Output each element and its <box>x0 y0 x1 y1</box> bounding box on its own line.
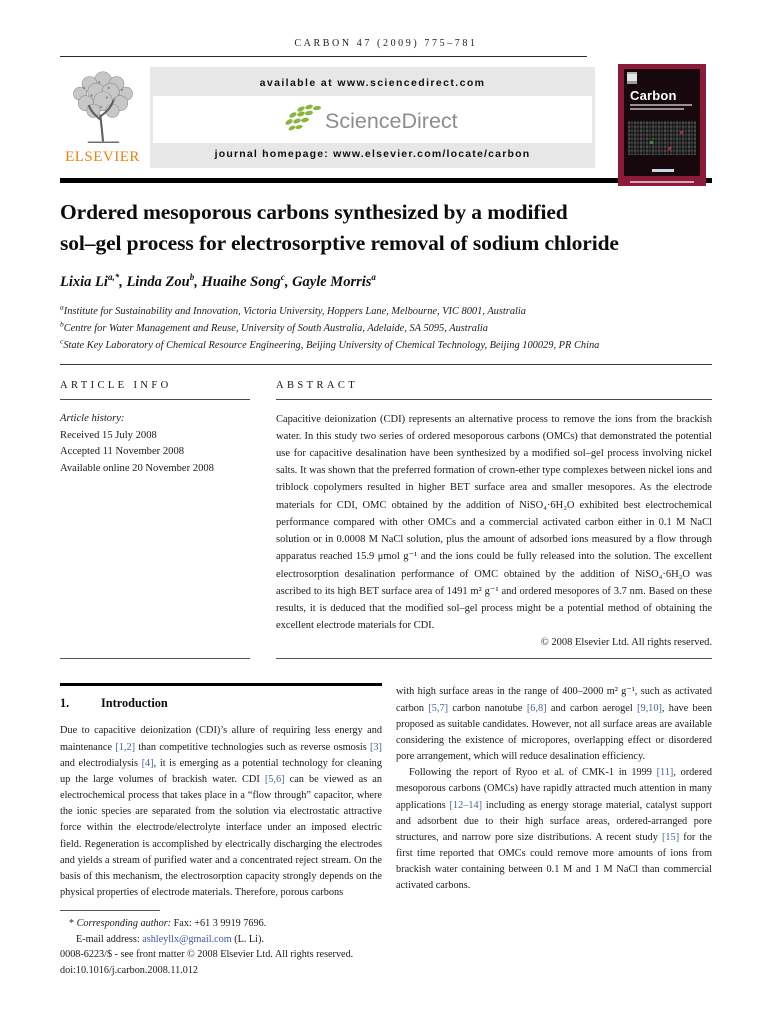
author: Linda Zou$^b$, <box>126 272 202 291</box>
journal-cover-thumbnail <box>618 64 706 186</box>
corresponding-author-note: * Corresponding author: Fax: +61 3 9919 7696. <box>69 918 267 930</box>
abstract-heading: ABSTRACT <box>276 379 359 391</box>
author-sup: a <box>371 272 376 283</box>
divider-section <box>60 683 382 686</box>
author: Huaihe Song$^c$, <box>201 272 293 291</box>
article-info-heading: ARTICLE INFO <box>60 379 172 391</box>
history-received: Received 15 July 2008 <box>60 429 157 441</box>
doi-line: doi:10.1016/j.carbon.2008.11.012 <box>60 964 198 976</box>
abstract-copyright: © 2008 Elsevier Ltd. All rights reserved. <box>540 637 712 649</box>
footnote-star: * <box>69 918 75 930</box>
body-left-column <box>60 683 382 978</box>
citation-link[interactable]: [12–14] <box>449 799 483 811</box>
citation-link[interactable]: [6,8] <box>526 702 547 714</box>
cover-subtitle-bar <box>630 108 684 110</box>
article-info-column <box>60 380 250 660</box>
citation-link[interactable]: [1,2] <box>115 741 136 753</box>
intro-paragraph-left: Due to capacitive deionization (CDI)’s allure of requiring less energy and maintenance [1,2] than competitive technologies such as reverse osmosis [3] and electrodialysis [4], it is emerging as a potential technology for cleaning up the large volumes of brackish water. CDI [5,6] can be viewed as an electrochemical process that takes place in a “flow through” capacitor, where the ionic species are separated from the solution via electrostatic attractive force within the electrode/electrolyte interface under an imposed electric field. Regeneration is accomplished by electrically discharging the electrodes and yields a stream of purified water and a concentrated reject stream. On the basis of this mechanism, the electrosorption capacity strongly depends on the physical properties of electrode materials. Therefore, porous carbons <box>60 725 382 898</box>
elsevier-brand <box>60 67 145 171</box>
journal-reference: CARBON 47 (2009) 775–781 <box>294 38 478 49</box>
body-right-column <box>396 683 712 978</box>
affiliation: $^c$State Key Laboratory of Chemical Resource Engineering, Beijing University of Chemical Technology, Beijing 100029, PR China <box>60 336 600 351</box>
elsevier-tree-logo <box>64 67 142 147</box>
citation-link[interactable]: [3] <box>369 741 382 753</box>
citation-link[interactable]: [4] <box>141 757 154 769</box>
journal-header <box>60 67 712 171</box>
divider-article-info <box>60 399 250 400</box>
author-sup: c <box>280 272 285 283</box>
cover-image-speck <box>680 131 683 134</box>
body-columns <box>60 683 712 978</box>
cover-subtitle-bar <box>630 104 692 106</box>
cover-image-speck <box>650 141 653 144</box>
divider-footnote <box>60 910 160 911</box>
journal-cover-panel <box>624 69 700 176</box>
author-list <box>60 274 712 291</box>
divider-mid <box>60 364 712 365</box>
citation-link[interactable]: [15] <box>661 831 680 843</box>
email-link[interactable]: ashleyllx@gmail.com <box>142 933 232 945</box>
abstract-text: Capacitive deionization (CDI) represents an alternative process to remove the ions from the brackish water. In this study two series of ordered mesoporous carbons (OMCs) that demonstrated the potential use for capacitive desalination have been synthesized by a modified sol–gel process involving nickel salts. It was shown that the preferred formation of crown-ether type complexes between nickel ions and triblock copolymers resulted in higher BET surface area and smaller mesopores. As the electrode materials for CDI, OMC obtained by the addition of NiSO₄·6H₂O exhibited best electrochemical performance compared with other OMCs and a commercial activated carbon either in 0.1 M NaCl solution or in 0.0008 M NaCl solution, plus the amount of adsorbed ions measured by a flow through apparatus reached 15.9 μmol g⁻¹ and the ions could be fully released into the solution. The excellent electrosorption desalination performance of OMC obtained by the addition of NiSO₄·6H₂O was ascribed to its high BET surface area of 1491 m² g⁻¹ and ordered mesopores of 3.7 nm. Based on these results, it is deduced that the modified sol–gel process might be a potential method of obtaining the excellent electrode materials for CDI. <box>276 413 712 632</box>
issn-line: 0008-6223/$ - see front matter © 2008 Elsevier Ltd. All rights reserved. <box>60 949 354 961</box>
intro-paragraph-right1: with high surface areas in the range of 400–2000 m² g⁻¹, such as activated carbon [5,7] carbon nanotube [6,8] and carbon aerogel [9,10], have been proposed as suitable candidates. However, not all surface areas are available considering the existence of micropores, overlapping effect or disordered pore arrangement, which will reduce desalination efficiency. <box>396 686 712 763</box>
article-title-line1: Ordered mesoporous carbons synthesized by a modified <box>60 200 568 224</box>
affiliation-list <box>60 304 712 355</box>
sciencedirect-wordmark: ScienceDirect <box>325 108 458 133</box>
journal-homepage-text: journal homepage: www.elsevier.com/locate/carbon <box>214 148 531 160</box>
cover-title: Carbon <box>630 88 677 103</box>
article-title <box>60 197 712 258</box>
divider-thick <box>60 178 712 183</box>
section-title: Introduction <box>101 696 168 711</box>
divider-abstract <box>276 399 712 400</box>
author: Gayle Morris$^a$ <box>292 272 376 291</box>
footnote-block <box>60 910 382 978</box>
cover-micrograph-image <box>628 121 696 155</box>
citation-link[interactable]: [5,6] <box>264 773 285 785</box>
sciencedirect-banner <box>150 67 595 168</box>
citation-link[interactable]: [11] <box>656 767 674 779</box>
section-number: 1. <box>60 696 70 711</box>
available-at-text: available at www.sciencedirect.com <box>259 77 486 89</box>
citation-link[interactable]: [5,7] <box>428 702 449 714</box>
author-sup: b <box>189 272 195 283</box>
abstract-column <box>276 380 712 660</box>
history-accepted: Accepted 11 November 2008 <box>60 446 185 458</box>
introduction-heading <box>60 696 382 711</box>
sciencedirect-band <box>153 96 592 143</box>
author-sup: a,* <box>107 272 120 283</box>
affiliation: $^b$Centre for Water Management and Reuse, University of South Australia, Adelaide, SA 5095, Australia <box>60 319 488 334</box>
cover-issn-bar <box>652 169 674 172</box>
author: Lixia $Li^{a,*}$, <box>60 272 127 291</box>
article-history-label: Article history: <box>60 412 125 424</box>
cover-image-speck <box>668 147 671 150</box>
email-note: E-mail address: ashleyllx@gmail.com (L. Li). <box>76 933 264 945</box>
cover-elsevier-mark-icon <box>627 72 637 84</box>
cover-footer-bar <box>630 181 694 183</box>
intro-paragraph-right2: Following the report of Ryoo et al. of CMK-1 in 1999 [11], ordered mesoporous carbons (OMCs) have rapidly attracted much attention in many applications [12–14] including as energy storage material, catalyst support and adsorbent due to their high surface areas, ordered-arranged pore structures, and narrow pore size distributions. A recent study [15] for the first time reported that OMCs could remove more amounts of ions from brackish water containing between 0.1 M and 1 M NaCl than commercial activated carbons. <box>396 767 713 892</box>
elsevier-wordmark: ELSEVIER <box>65 149 140 165</box>
article-title-line2: sol–gel process for electrosorptive removal of sodium chloride <box>60 230 619 255</box>
history-online: Available online 20 November 2008 <box>60 463 214 475</box>
info-abstract-section <box>60 380 712 660</box>
affiliation: $^a$Institute for Sustainability and Innovation, Victoria University, Hoppers Lane, Melbourne, VIC 8001, Australia <box>60 302 527 318</box>
sciencedirect-logo <box>265 101 480 139</box>
citation-link[interactable]: [9,10] <box>637 702 662 714</box>
divider-top <box>60 56 587 57</box>
